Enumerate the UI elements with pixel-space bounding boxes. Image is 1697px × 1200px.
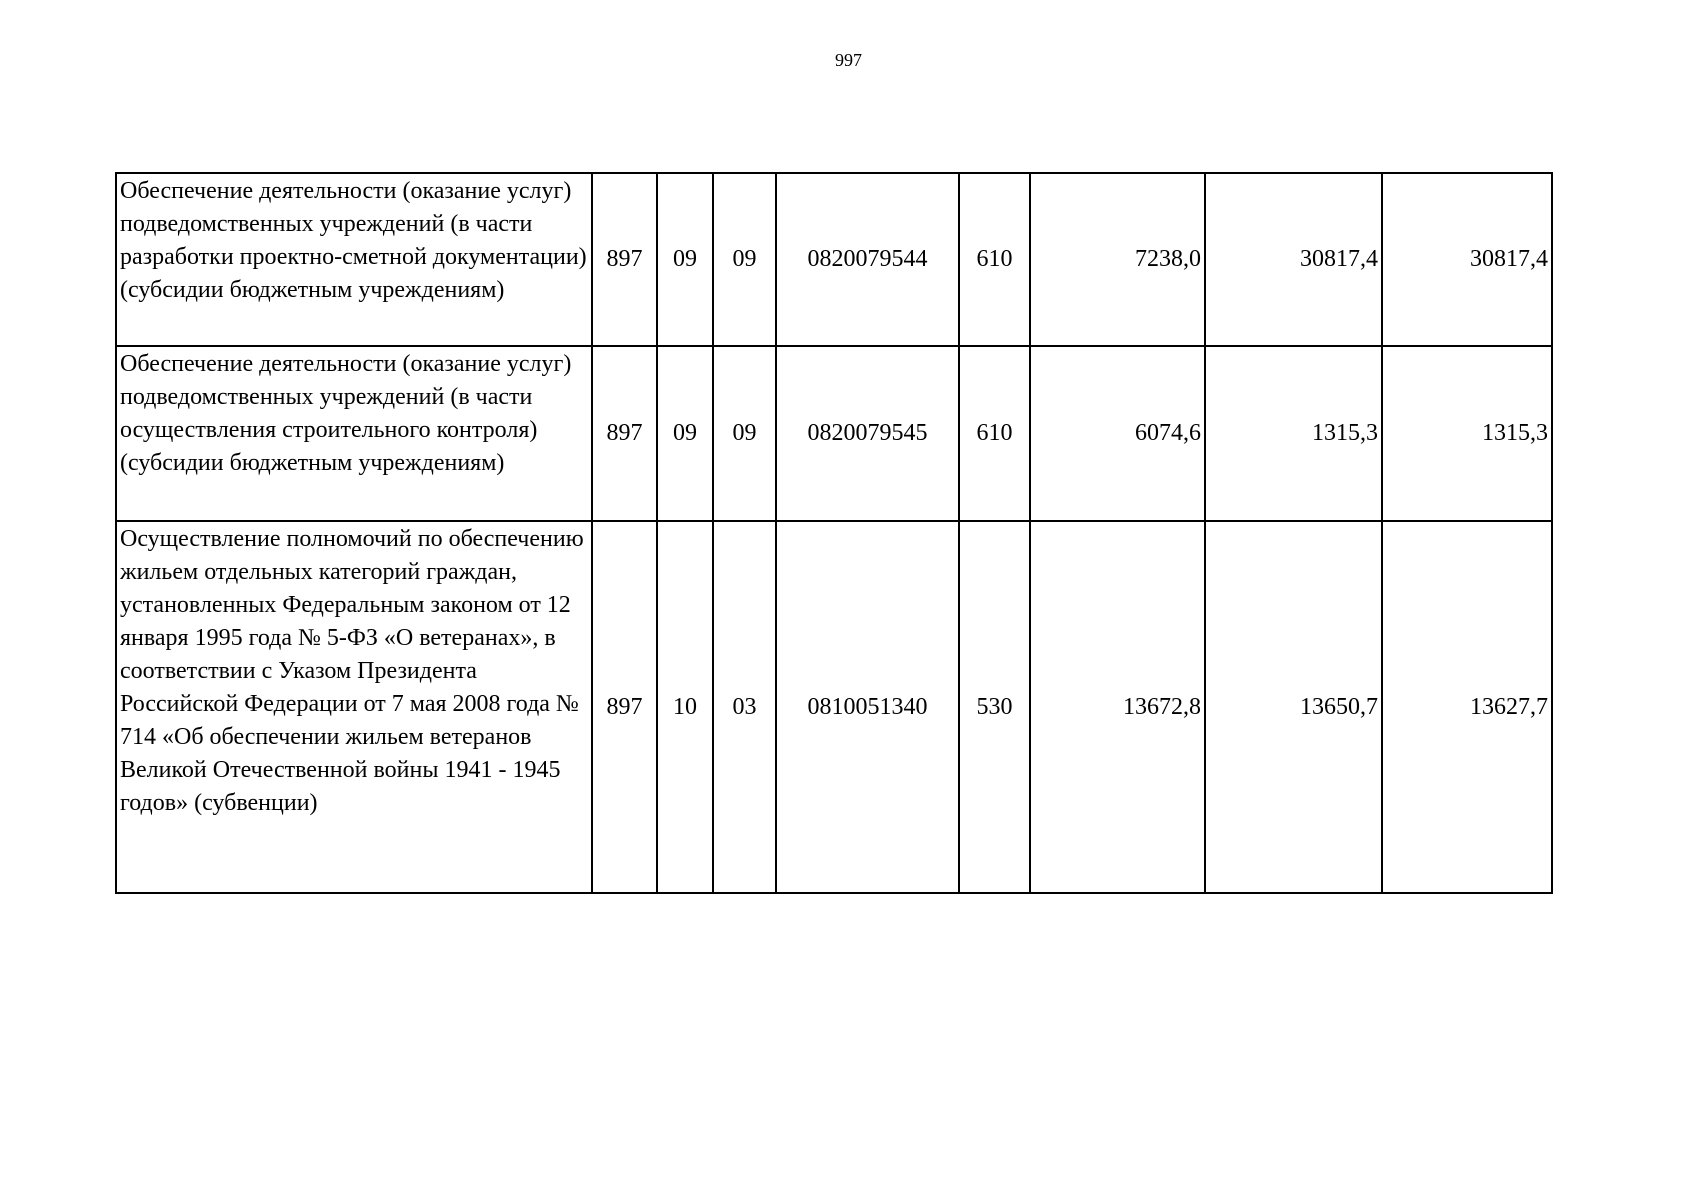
amount-cell: 6074,6 [1030, 346, 1205, 521]
table-row [116, 521, 1552, 893]
amount-cell: 13627,7 [1382, 521, 1552, 893]
expense-type-code: 610 [959, 173, 1030, 346]
section-code: 09 [657, 173, 713, 346]
target-article-code: 0810051340 [776, 521, 959, 893]
ministry-code: 897 [592, 173, 657, 346]
subsection-code: 09 [713, 173, 776, 346]
amount-cell: 30817,4 [1205, 173, 1382, 346]
amount-cell: 13672,8 [1030, 521, 1205, 893]
ministry-code: 897 [592, 521, 657, 893]
section-code: 10 [657, 521, 713, 893]
target-article-code: 0820079545 [776, 346, 959, 521]
ministry-code: 897 [592, 346, 657, 521]
subsection-code: 09 [713, 346, 776, 521]
amount-cell: 30817,4 [1382, 173, 1552, 346]
row-description: Обеспечение деятельности (оказание услуг) подведомственных учреждений (в части осуществления строительного контроля) (субсидии бюджетным учреждениям) [116, 346, 592, 521]
budget-table [115, 172, 1553, 894]
target-article-code: 0820079544 [776, 173, 959, 346]
amount-cell: 13650,7 [1205, 521, 1382, 893]
table-row [116, 346, 1552, 521]
page-number: 997 [835, 50, 862, 70]
row-description: Обеспечение деятельности (оказание услуг) подведомственных учреждений (в части разработки проектно-сметной документации) (субсидии бюджетным учреждениям) [116, 173, 592, 346]
subsection-code: 03 [713, 521, 776, 893]
amount-cell: 1315,3 [1382, 346, 1552, 521]
amount-cell: 7238,0 [1030, 173, 1205, 346]
row-description: Осуществление полномочий по обеспечению жильем отдельных категорий граждан, установленных Федеральным законом от 12 января 1995 года № 5-ФЗ «О ветеранах», в соответствии с Указом Президента Российской Федерации от 7 мая 2008 года № 714 «Об обеспечении жильем ветеранов Великой Отечественной войны 1941 - 1945 годов» (субвенции) [116, 521, 592, 893]
expense-type-code: 610 [959, 346, 1030, 521]
section-code: 09 [657, 346, 713, 521]
expense-type-code: 530 [959, 521, 1030, 893]
amount-cell: 1315,3 [1205, 346, 1382, 521]
table-row [116, 173, 1552, 346]
